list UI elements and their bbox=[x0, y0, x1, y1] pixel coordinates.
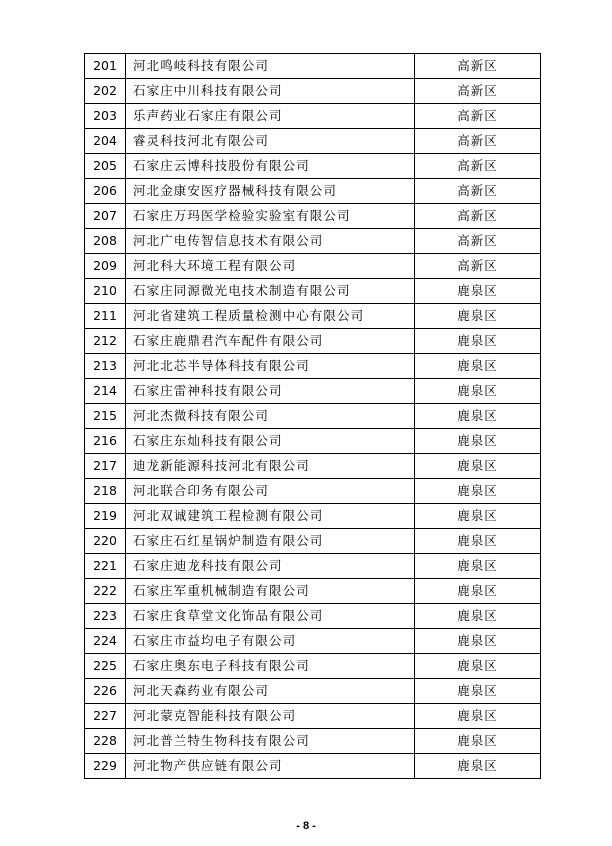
company-name-cell: 石家庄万玛医学检验实验室有限公司 bbox=[126, 204, 415, 229]
table-row bbox=[85, 504, 541, 529]
company-name-cell: 石家庄市益均电子有限公司 bbox=[126, 629, 415, 654]
table-row bbox=[85, 654, 541, 679]
district-cell: 鹿泉区 bbox=[415, 504, 541, 529]
district-cell: 高新区 bbox=[415, 104, 541, 129]
row-number-cell: 212 bbox=[85, 329, 126, 354]
company-name-cell: 石家庄雷神科技有限公司 bbox=[126, 379, 415, 404]
table-row bbox=[85, 579, 541, 604]
table-row bbox=[85, 154, 541, 179]
table-row bbox=[85, 304, 541, 329]
row-number-cell: 219 bbox=[85, 504, 126, 529]
table-row bbox=[85, 354, 541, 379]
district-cell: 鹿泉区 bbox=[415, 529, 541, 554]
table-row bbox=[85, 379, 541, 404]
company-name-cell: 河北北芯半导体科技有限公司 bbox=[126, 354, 415, 379]
table-row bbox=[85, 679, 541, 704]
table-row bbox=[85, 204, 541, 229]
company-name-cell: 石家庄食草堂文化饰品有限公司 bbox=[126, 604, 415, 629]
district-cell: 鹿泉区 bbox=[415, 754, 541, 779]
company-name-cell: 睿灵科技河北有限公司 bbox=[126, 129, 415, 154]
company-name-cell: 河北杰微科技有限公司 bbox=[126, 404, 415, 429]
company-name-cell: 河北联合印务有限公司 bbox=[126, 479, 415, 504]
company-name-cell: 河北物产供应链有限公司 bbox=[126, 754, 415, 779]
company-table bbox=[84, 53, 541, 779]
district-cell: 鹿泉区 bbox=[415, 604, 541, 629]
company-name-cell: 石家庄鹿鼎君汽车配件有限公司 bbox=[126, 329, 415, 354]
district-cell: 鹿泉区 bbox=[415, 304, 541, 329]
row-number-cell: 208 bbox=[85, 229, 126, 254]
row-number-cell: 210 bbox=[85, 279, 126, 304]
district-cell: 鹿泉区 bbox=[415, 629, 541, 654]
company-name-cell: 石家庄奥东电子科技有限公司 bbox=[126, 654, 415, 679]
table-row bbox=[85, 704, 541, 729]
company-name-cell: 河北蒙克智能科技有限公司 bbox=[126, 704, 415, 729]
row-number-cell: 215 bbox=[85, 404, 126, 429]
row-number-cell: 203 bbox=[85, 104, 126, 129]
company-name-cell: 乐声药业石家庄有限公司 bbox=[126, 104, 415, 129]
district-cell: 鹿泉区 bbox=[415, 279, 541, 304]
table-row bbox=[85, 754, 541, 779]
district-cell: 鹿泉区 bbox=[415, 579, 541, 604]
district-cell: 高新区 bbox=[415, 54, 541, 79]
row-number-cell: 202 bbox=[85, 79, 126, 104]
district-cell: 鹿泉区 bbox=[415, 379, 541, 404]
row-number-cell: 213 bbox=[85, 354, 126, 379]
row-number-cell: 220 bbox=[85, 529, 126, 554]
company-name-cell: 石家庄云博科技股份有限公司 bbox=[126, 154, 415, 179]
row-number-cell: 217 bbox=[85, 454, 126, 479]
district-cell: 高新区 bbox=[415, 154, 541, 179]
row-number-cell: 218 bbox=[85, 479, 126, 504]
row-number-cell: 229 bbox=[85, 754, 126, 779]
row-number-cell: 207 bbox=[85, 204, 126, 229]
company-name-cell: 迪龙新能源科技河北有限公司 bbox=[126, 454, 415, 479]
company-name-cell: 河北鸣岐科技有限公司 bbox=[126, 54, 415, 79]
district-cell: 鹿泉区 bbox=[415, 729, 541, 754]
company-name-cell: 石家庄军重机械制造有限公司 bbox=[126, 579, 415, 604]
row-number-cell: 227 bbox=[85, 704, 126, 729]
table-row bbox=[85, 179, 541, 204]
company-name-cell: 石家庄东灿科技有限公司 bbox=[126, 429, 415, 454]
district-cell: 鹿泉区 bbox=[415, 329, 541, 354]
row-number-cell: 228 bbox=[85, 729, 126, 754]
company-name-cell: 河北天森药业有限公司 bbox=[126, 679, 415, 704]
row-number-cell: 224 bbox=[85, 629, 126, 654]
company-name-cell: 河北普兰特生物科技有限公司 bbox=[126, 729, 415, 754]
table-row bbox=[85, 429, 541, 454]
row-number-cell: 222 bbox=[85, 579, 126, 604]
company-name-cell: 河北科大环境工程有限公司 bbox=[126, 254, 415, 279]
company-table-body bbox=[85, 54, 541, 779]
district-cell: 鹿泉区 bbox=[415, 454, 541, 479]
company-name-cell: 石家庄中川科技有限公司 bbox=[126, 79, 415, 104]
row-number-cell: 225 bbox=[85, 654, 126, 679]
row-number-cell: 209 bbox=[85, 254, 126, 279]
table-row bbox=[85, 79, 541, 104]
row-number-cell: 201 bbox=[85, 54, 126, 79]
table-row bbox=[85, 104, 541, 129]
row-number-cell: 205 bbox=[85, 154, 126, 179]
row-number-cell: 223 bbox=[85, 604, 126, 629]
district-cell: 鹿泉区 bbox=[415, 404, 541, 429]
table-row bbox=[85, 454, 541, 479]
table-row bbox=[85, 129, 541, 154]
district-cell: 鹿泉区 bbox=[415, 354, 541, 379]
table-row bbox=[85, 404, 541, 429]
row-number-cell: 216 bbox=[85, 429, 126, 454]
row-number-cell: 206 bbox=[85, 179, 126, 204]
table-row bbox=[85, 279, 541, 304]
row-number-cell: 211 bbox=[85, 304, 126, 329]
row-number-cell: 204 bbox=[85, 129, 126, 154]
table-row bbox=[85, 629, 541, 654]
company-name-cell: 河北省建筑工程质量检测中心有限公司 bbox=[126, 304, 415, 329]
table-row bbox=[85, 729, 541, 754]
page-number: - 8 - bbox=[296, 820, 316, 832]
company-name-cell: 河北金康安医疗器械科技有限公司 bbox=[126, 179, 415, 204]
company-name-cell: 石家庄同源微光电技术制造有限公司 bbox=[126, 279, 415, 304]
district-cell: 高新区 bbox=[415, 204, 541, 229]
district-cell: 高新区 bbox=[415, 229, 541, 254]
table-row bbox=[85, 229, 541, 254]
company-name-cell: 河北广电传智信息技术有限公司 bbox=[126, 229, 415, 254]
district-cell: 鹿泉区 bbox=[415, 479, 541, 504]
row-number-cell: 214 bbox=[85, 379, 126, 404]
district-cell: 高新区 bbox=[415, 79, 541, 104]
row-number-cell: 221 bbox=[85, 554, 126, 579]
table-row bbox=[85, 329, 541, 354]
row-number-cell: 226 bbox=[85, 679, 126, 704]
table-row bbox=[85, 479, 541, 504]
company-name-cell: 石家庄迪龙科技有限公司 bbox=[126, 554, 415, 579]
company-name-cell: 河北双诚建筑工程检测有限公司 bbox=[126, 504, 415, 529]
district-cell: 鹿泉区 bbox=[415, 429, 541, 454]
district-cell: 鹿泉区 bbox=[415, 679, 541, 704]
table-row bbox=[85, 54, 541, 79]
district-cell: 鹿泉区 bbox=[415, 654, 541, 679]
company-name-cell: 石家庄石红星锅炉制造有限公司 bbox=[126, 529, 415, 554]
table-row bbox=[85, 554, 541, 579]
district-cell: 高新区 bbox=[415, 254, 541, 279]
table-row bbox=[85, 529, 541, 554]
table-row bbox=[85, 254, 541, 279]
district-cell: 鹿泉区 bbox=[415, 704, 541, 729]
table-row bbox=[85, 604, 541, 629]
district-cell: 鹿泉区 bbox=[415, 554, 541, 579]
district-cell: 高新区 bbox=[415, 179, 541, 204]
district-cell: 高新区 bbox=[415, 129, 541, 154]
